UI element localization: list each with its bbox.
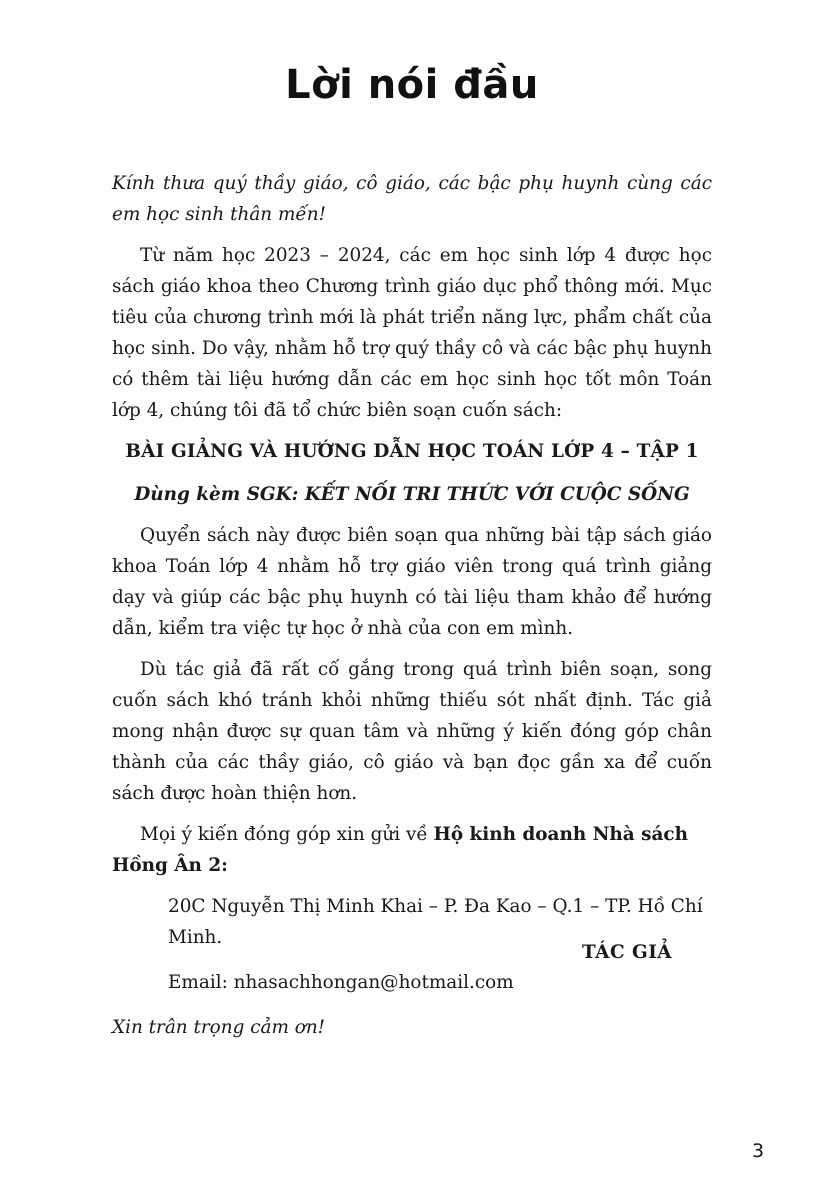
page-number: 3 xyxy=(752,1140,765,1162)
book-subtitle: Dùng kèm SGK: KẾT NỐI TRI THỨC VỚI CUỘC SỐNG xyxy=(134,484,690,505)
author-signature: TÁC GIẢ xyxy=(582,942,673,963)
intro-paragraph: Từ năm học 2023 – 2024, các em học sinh lớp 4 được học sách giáo khoa theo Chương trình giáo dục phổ thông mới. Mục tiêu của chương trình mới là phát triển năng lực, phẩm chất của học sinh. Do vậy, nhằm hỗ trợ quý thầy cô và các bậc phụ huynh có thêm tài liệu hướng dẫn các em học sinh học tốt môn Toán lớp 4, chúng tôi đã tổ chức biên soạn cuốn sách: xyxy=(112,245,712,421)
contact-intro: Mọi ý kiến đóng góp xin gửi về xyxy=(140,824,434,845)
preface-body xyxy=(112,168,712,1043)
greeting-paragraph: Kính thưa quý thầy giáo, cô giáo, các bậc phụ huynh cùng các em học sinh thân mến! xyxy=(112,173,712,225)
feedback-paragraph: Dù tác giả đã rất cố gắng trong quá trình biên soạn, song cuốn sách khó tránh khỏi những thiếu sót nhất định. Tác giả mong nhận được sự quan tâm và những ý kiến đóng góp chân thành của các thầy giáo, cô giáo và bạn đọc gần xa để cuốn sách được hoàn thiện hơn. xyxy=(112,659,712,804)
purpose-paragraph: Quyển sách này được biên soạn qua những bài tập sách giáo khoa Toán lớp 4 nhằm hỗ trợ giáo viên trong quá trình giảng dạy và giúp các bậc phụ huynh có tài liệu tham khảo để hướng dẫn, kiểm tra việc tự học ở nhà của con em mình. xyxy=(112,525,712,639)
contact-line xyxy=(112,819,712,881)
contact-colon: : xyxy=(221,855,228,876)
contact-organization: Hộ kinh doanh Nhà sách Hồng Ân 2 xyxy=(112,824,688,876)
thanks-line: Xin trân trọng cảm ơn! xyxy=(112,1017,326,1038)
contact-email: Email: nhasachhongan@hotmail.com xyxy=(168,972,514,993)
contact-address: 20C Nguyễn Thị Minh Khai – P. Đa Kao – Q.1 – TP. Hồ Chí Minh. xyxy=(168,896,703,948)
book-title: BÀI GIẢNG VÀ HƯỚNG DẪN HỌC TOÁN LỚP 4 – TẬP 1 xyxy=(125,441,699,462)
page-title: Lời nói đầu xyxy=(285,62,539,108)
